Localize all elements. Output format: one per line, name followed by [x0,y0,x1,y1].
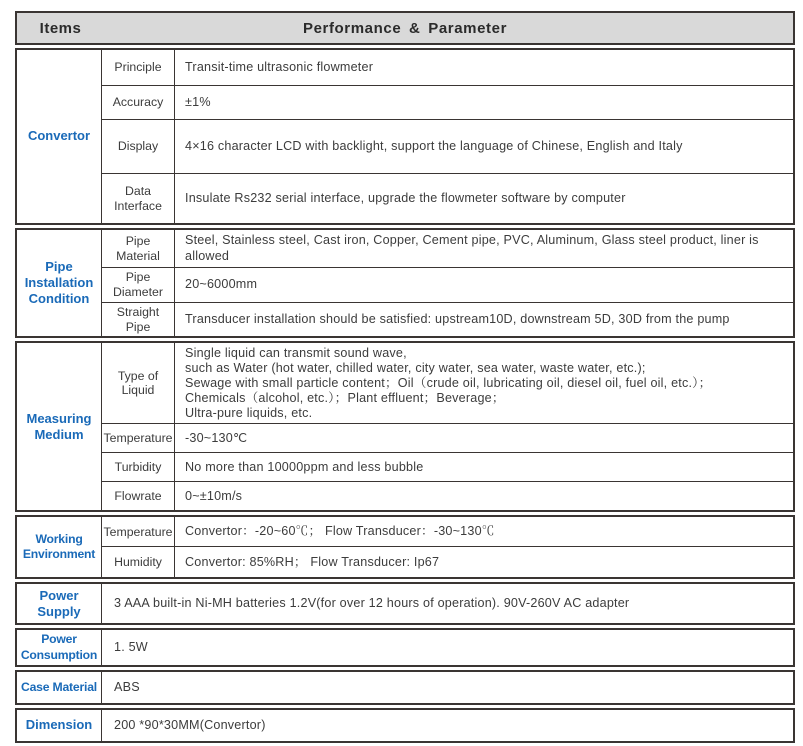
liquid-line-4: Chemicals（alcohol, etc.）；Plant effluent；Beverage； [185,390,505,405]
row-value-flowrate: 0~±10m/s [185,488,243,503]
table-row [102,50,793,86]
section-pipe-installation [15,228,795,338]
row-label-data-interface: Data Interface [102,174,175,223]
row-value-display: 4×16 character LCD with backlight, support the language of Chinese, English and Italy [185,138,683,153]
section-case-material [15,670,795,705]
section-power-supply [15,582,795,625]
row-value-straight-pipe: Transducer installation should be satisfied: upstream10D, downstream 5D, 30D from the pump [185,311,730,326]
table-row [102,174,793,223]
section-label-power-supply: Power Supply [17,584,102,623]
table-row [102,230,793,268]
table-row [102,120,793,174]
table-row [102,86,793,120]
section-power-consumption [15,628,795,667]
table-row [102,424,793,453]
row-value-power-supply: 3 AAA built-in Ni-MH batteries 1.2V(for over 12 hours of operation). 90V-260V AC adapter [114,596,630,611]
table-row [102,303,793,337]
row-value-humidity: Convertor: 85%RH； Flow Transducer: Ip67 [185,554,440,569]
row-label-principle: Principle [102,50,175,85]
section-label-convertor: Convertor [17,50,102,223]
row-value-turbidity: No more than 10000ppm and less bubble [185,459,424,474]
row-label-medium-temperature: Temperature [102,424,175,452]
specification-table [15,11,795,746]
liquid-line-2: such as Water (hot water, chilled water, city water, sea water, waste water, etc.); [185,361,646,376]
row-label-type-of-liquid: Type of Liquid [102,343,175,423]
table-row [102,268,793,303]
row-value-env-temperature: Convertor：-20~60℃； Flow Transducer：-30~130℃ [185,524,495,539]
liquid-line-5: Ultra-pure liquids, etc. [185,405,313,420]
row-label-display: Display [102,120,175,173]
section-label-measuring-medium: Measuring Medium [17,343,102,510]
row-value-pipe-diameter: 20~6000mm [185,277,258,292]
table-row [102,547,793,577]
row-value-dimension: 200 *90*30MM(Convertor) [114,717,266,732]
table-row [102,482,793,510]
row-value-pipe-material: Steel, Stainless steel, Cast iron, Copper, Cement pipe, PVC, Aluminum, Glass steel product, liner is allowed [185,233,759,263]
section-dimension [15,708,795,743]
row-value-data-interface: Insulate Rs232 serial interface, upgrade the flowmeter software by computer [185,190,626,205]
row-value-principle: Transit-time ultrasonic flowmeter [185,59,374,74]
section-working-environment [15,515,795,579]
section-label-dimension: Dimension [17,710,102,741]
liquid-line-3: Sewage with small particle content；Oil（crude oil, lubricating oil, diesel oil, fuel oil, etc.）； [185,376,712,391]
section-label-working-environment: Working Environment [17,517,102,577]
table-header [15,11,795,45]
table-row [102,343,793,424]
row-value-type-of-liquid [175,343,793,423]
section-convertor [15,48,795,225]
row-label-pipe-material: Pipe Material [102,230,175,267]
row-label-accuracy: Accuracy [102,86,175,119]
row-value-case-material: ABS [114,679,140,694]
row-value-power-consumption: 1. 5W [114,639,148,654]
table-row [102,517,793,547]
section-label-power-consumption: Power Consumption [17,630,102,665]
row-value-medium-temperature: -30~130℃ [185,430,248,445]
row-value-accuracy: ±1% [185,94,211,109]
row-label-turbidity: Turbidity [102,453,175,481]
performance-column-header: Performance & Parameter [302,19,508,37]
row-label-env-temperature: Temperature [102,517,175,546]
section-label-pipe-installation: Pipe Installation Condition [17,230,102,336]
section-label-case-material: Case Material [17,672,102,703]
liquid-line-1: Single liquid can transmit sound wave, [185,346,407,361]
table-row [102,453,793,482]
row-label-flowrate: Flowrate [102,482,175,510]
items-column-header: Items [39,19,82,37]
section-measuring-medium [15,341,795,512]
row-label-pipe-diameter: Pipe Diameter [102,268,175,302]
row-label-straight-pipe: Straight Pipe [102,303,175,337]
row-label-humidity: Humidity [102,547,175,577]
